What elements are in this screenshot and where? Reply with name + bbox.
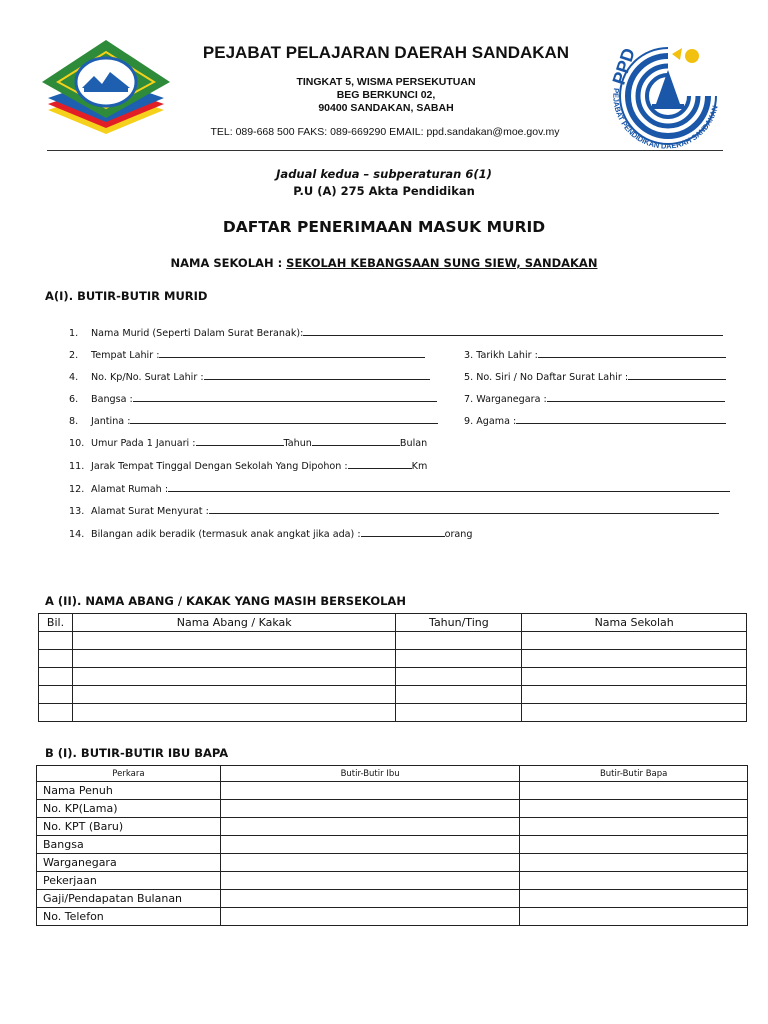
row-label: Warganegara [37, 854, 221, 872]
field-umur[interactable]: 10. Umur Pada 1 Januari : Tahun Bulan [69, 438, 428, 449]
table-row [39, 686, 747, 704]
mother-cell[interactable] [220, 890, 520, 908]
field-bangsa[interactable]: 6. Bangsa : [69, 392, 437, 405]
table-cell[interactable] [396, 686, 522, 704]
column-header: Butir-Butir Ibu [220, 766, 520, 782]
table-cell[interactable] [522, 632, 747, 650]
column-header: Nama Abang / Kakak [72, 614, 395, 632]
column-header: Bil. [39, 614, 73, 632]
father-cell[interactable] [520, 854, 748, 872]
table-row [37, 800, 748, 818]
law-reference: P.U (A) 275 Akta Pendidikan [293, 184, 475, 198]
office-name: PEJABAT PELAJARAN DAERAH SANDAKAN [202, 43, 570, 62]
mother-cell[interactable] [220, 782, 520, 800]
ppd-logo-ring-text: PEJABAT PENDIDIKAN DAERAH SANDAKAN [611, 87, 720, 151]
table-cell[interactable] [522, 650, 747, 668]
field-tempat-lahir[interactable]: 2. Tempat Lahir : [69, 348, 425, 361]
section-b1-title: B (I). BUTIR-BUTIR IBU BAPA [45, 746, 229, 760]
row-label: Pekerjaan [37, 872, 221, 890]
mother-cell[interactable] [220, 836, 520, 854]
field-alamat-rumah[interactable]: 12. Alamat Rumah : [69, 482, 730, 495]
field-no-kp[interactable]: 4. No. Kp/No. Surat Lahir : [69, 370, 430, 383]
school-name: SEKOLAH KEBANGSAAN SUNG SIEW, SANDAKAN [286, 256, 598, 270]
table-row [37, 782, 748, 800]
address-line-3: 90400 SANDAKAN, SABAH [318, 102, 454, 114]
table-cell[interactable] [396, 668, 522, 686]
row-label: No. KP(Lama) [37, 800, 221, 818]
table-row [37, 818, 748, 836]
table-row [39, 704, 747, 722]
parents-table [36, 765, 748, 926]
column-header: Butir-Butir Bapa [520, 766, 748, 782]
column-header: Perkara [37, 766, 221, 782]
table-row [37, 836, 748, 854]
table-cell[interactable] [72, 704, 395, 722]
contact-info: TEL: 089-668 500 FAKS: 089-669290 EMAIL: ppd.sandakan@moe.gov.my [210, 126, 560, 138]
section-a2-title: A (II). NAMA ABANG / KAKAK YANG MASIH BERSEKOLAH [45, 594, 406, 608]
table-cell[interactable] [39, 650, 73, 668]
table-cell[interactable] [522, 686, 747, 704]
ppd-logo-icon [596, 44, 730, 158]
mother-cell[interactable] [220, 908, 520, 926]
field-alamat-surat[interactable]: 13. Alamat Surat Menyurat : [69, 504, 719, 517]
table-header-row [39, 614, 747, 632]
table-cell[interactable] [396, 704, 522, 722]
table-cell[interactable] [72, 686, 395, 704]
table-cell[interactable] [522, 704, 747, 722]
field-nama-murid[interactable]: 1. Nama Murid (Seperti Dalam Surat Beranak): [69, 326, 723, 339]
mother-cell[interactable] [220, 854, 520, 872]
row-label: No. KPT (Baru) [37, 818, 221, 836]
school-label: NAMA SEKOLAH : [170, 256, 287, 270]
table-row [39, 668, 747, 686]
field-agama[interactable]: 9. Agama : [464, 414, 726, 427]
field-tarikh-lahir[interactable]: 3. Tarikh Lahir : [464, 348, 726, 361]
column-header: Tahun/Ting [396, 614, 522, 632]
table-cell[interactable] [396, 632, 522, 650]
father-cell[interactable] [520, 782, 748, 800]
table-row [37, 890, 748, 908]
schedule-reference: Jadual kedua – subperaturan 6(1) [276, 167, 492, 181]
address-line-1: TINGKAT 5, WISMA PERSEKUTUAN [296, 76, 476, 88]
field-jantina[interactable]: 8. Jantina : [69, 414, 438, 427]
table-header-row [37, 766, 748, 782]
table-cell[interactable] [72, 650, 395, 668]
table-row [39, 650, 747, 668]
father-cell[interactable] [520, 818, 748, 836]
row-label: Gaji/Pendapatan Bulanan [37, 890, 221, 908]
father-cell[interactable] [520, 890, 748, 908]
column-header: Nama Sekolah [522, 614, 747, 632]
table-cell[interactable] [72, 668, 395, 686]
table-cell[interactable] [396, 650, 522, 668]
mother-cell[interactable] [220, 818, 520, 836]
father-cell[interactable] [520, 872, 748, 890]
table-cell[interactable] [72, 632, 395, 650]
field-no-siri[interactable]: 5. No. Siri / No Daftar Surat Lahir : [464, 370, 726, 383]
header-divider [47, 150, 723, 151]
form-title: DAFTAR PENERIMAAN MASUK MURID [222, 218, 546, 236]
ppd-logo-letters: PPD [608, 45, 639, 88]
table-cell[interactable] [522, 668, 747, 686]
table-row [37, 854, 748, 872]
school-line [0, 256, 768, 270]
address-line-2: BEG BERKUNCI 02, [336, 89, 436, 101]
table-row [37, 908, 748, 926]
father-cell[interactable] [520, 836, 748, 854]
father-cell[interactable] [520, 908, 748, 926]
mother-cell[interactable] [220, 872, 520, 890]
field-bilangan-adik[interactable]: 14. Bilangan adik beradik (termasuk anak angkat jika ada) : orang [69, 529, 473, 540]
row-label: No. Telefon [37, 908, 221, 926]
field-warganegara[interactable]: 7. Warganegara : [464, 392, 725, 405]
father-cell[interactable] [520, 800, 748, 818]
mother-cell[interactable] [220, 800, 520, 818]
table-cell[interactable] [39, 686, 73, 704]
table-row [37, 872, 748, 890]
ministry-crest-icon [38, 38, 174, 134]
table-cell[interactable] [39, 704, 73, 722]
row-label: Nama Penuh [37, 782, 221, 800]
siblings-table [38, 613, 747, 722]
field-jarak[interactable]: 11. Jarak Tempat Tinggal Dengan Sekolah Yang Dipohon : Km [69, 461, 428, 472]
table-row [39, 632, 747, 650]
table-cell[interactable] [39, 632, 73, 650]
section-a1-title: A(I). BUTIR-BUTIR MURID [45, 289, 208, 303]
row-label: Bangsa [37, 836, 221, 854]
table-cell[interactable] [39, 668, 73, 686]
